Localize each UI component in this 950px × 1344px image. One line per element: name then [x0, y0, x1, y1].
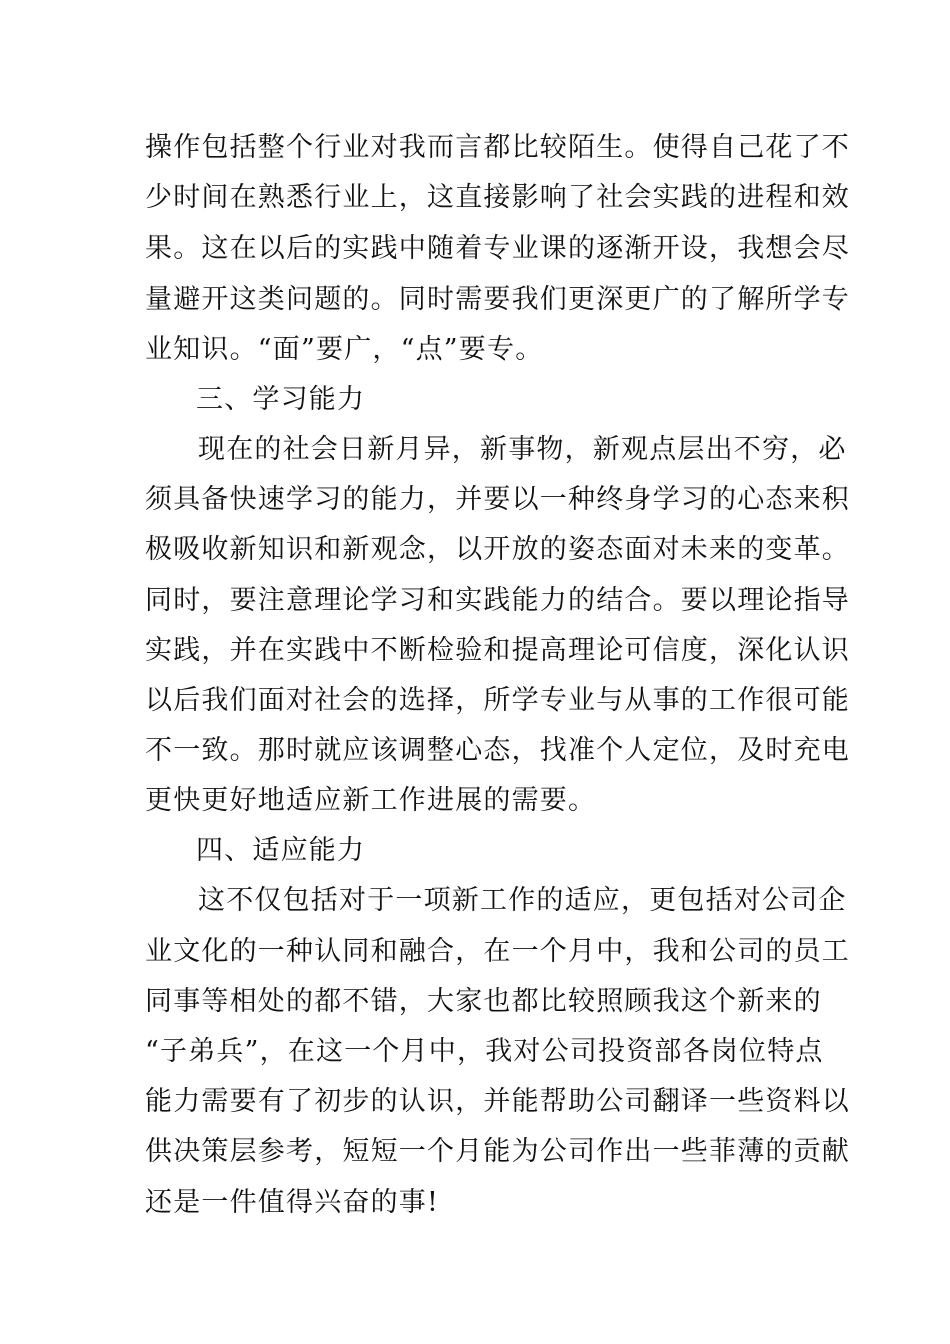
paragraph-line: 供决策层参考，短短一个月能为公司作出一些菲薄的贡献	[145, 1136, 850, 1167]
paragraph-line: 业文化的一种认同和融合，在一个月中，我和公司的员工	[145, 936, 850, 967]
paragraph-line: 果。这在以后的实践中随着专业课的逐渐开设，我想会尽	[145, 233, 850, 264]
paragraph-line: 能力需要有了初步的认识，并能帮助公司翻译一些资料以	[145, 1086, 850, 1117]
paragraph-line: 现在的社会日新月异，新事物，新观点层出不穷，必	[198, 434, 847, 465]
paragraph-line: 量避开这类问题的。同时需要我们更深更广的了解所学专	[145, 284, 850, 315]
paragraph-line: 少时间在熟悉行业上，这直接影响了社会实践的进程和效	[145, 182, 850, 213]
paragraph-line: 极吸收新知识和新观念，以开放的姿态面对未来的变革。	[145, 534, 850, 565]
paragraph-line: 更快更好地适应新工作进展的需要。	[145, 785, 597, 816]
paragraph-line: 须具备快速学习的能力，并要以一种终身学习的心态来积	[145, 484, 850, 515]
paragraph-line: 还是一件值得兴奋的事!	[145, 1187, 440, 1218]
paragraph-line: 操作包括整个行业对我而言都比较陌生。使得自己花了不	[145, 132, 850, 163]
paragraph-line: “子弟兵”，在这一个月中，我对公司投资部各岗位特点	[145, 1036, 824, 1067]
section-heading-learning: 三、学习能力	[196, 384, 366, 415]
paragraph-line: 业知识。“面”要广，“点”要专。	[145, 334, 544, 365]
section-heading-adaptability: 四、适应能力	[196, 835, 366, 866]
paragraph-line: 同时，要注意理论学习和实践能力的结合。要以理论指导	[145, 585, 850, 616]
paragraph-line: 实践，并在实践中不断检验和提高理论可信度，深化认识	[145, 635, 850, 666]
paragraph-line: 同事等相处的都不错，大家也都比较照顾我这个新来的	[145, 986, 822, 1017]
paragraph-line: 不一致。那时就应该调整心态，找准个人定位，及时充电	[145, 735, 850, 766]
paragraph-line: 以后我们面对社会的选择，所学专业与从事的工作很可能	[145, 685, 850, 716]
paragraph-line: 这不仅包括对于一项新工作的适应，更包括对公司企	[198, 885, 847, 916]
